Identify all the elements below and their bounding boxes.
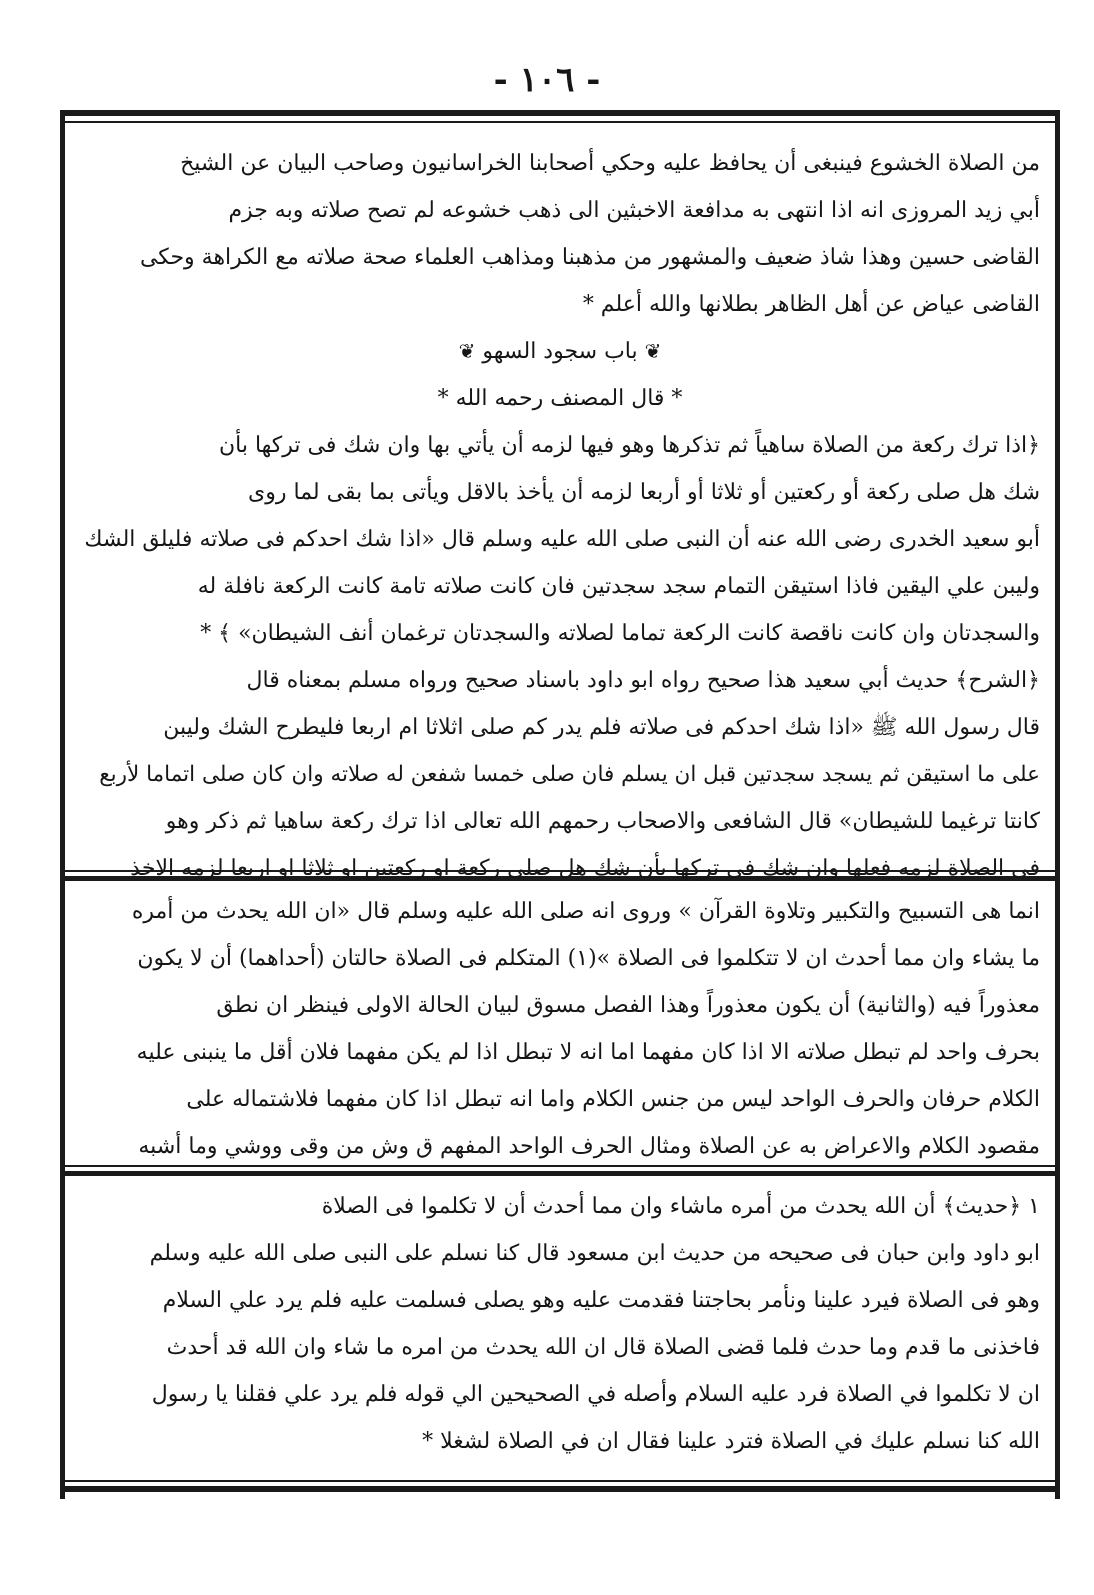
- main-text-block: [80, 140, 1040, 892]
- text-line: الله كنا نسلم عليك في الصلاة فترد علينا فقال ان في الصلاة لشغلا *: [422, 1429, 1040, 1454]
- text-line: انما هى التسبيح والتكبير وتلاوة القرآن » وروى انه صلى الله عليه وسلم قال «ان الله يحدث من أمره: [131, 899, 1040, 924]
- text-line: ما يشاء وان مما أحدث ان لا تتكلموا فى الصلاة »(١) المتكلم فى الصلاة حالتان (أحداهما) أن لا يكون: [137, 946, 1040, 971]
- text-line: وليبن علي اليقين فاذا استيقن التمام سجد سجدتين فان كانت صلاته تامة كانت الركعة نافلة له: [197, 574, 1040, 599]
- footnote-block: [80, 1183, 1040, 1465]
- ornament-icon: ❦: [644, 339, 662, 363]
- author-line: * قال المصنف رحمه الله *: [437, 386, 683, 411]
- text-line: ﴿اذا ترك ركعة من الصلاة ساهياً ثم تذكرها وهو فيها لزمه أن يأتي بها وان شك فى تركها بأن: [218, 433, 1040, 458]
- bottom-rule-thick: [60, 1486, 1060, 1492]
- top-rule: [60, 110, 1060, 116]
- text-line: معذوراً فيه (والثانية) أن يكون معذوراً وهذا الفصل مسوق لبيان الحالة الاولى فينظر ان نطق: [216, 993, 1040, 1018]
- text-line: شك هل صلى ركعة أو ركعتين أو ثلاثا أو أربعا لزمه أن يأخذ بالاقل ويأتى بما بقى لما روى: [248, 480, 1040, 505]
- text-line: أبي زيد المروزى انه اذا انتهى به مدافعة الاخبثين الى ذهب خشوعه لم تصح صلاته وبه جزم: [228, 198, 1040, 223]
- chapter-heading: [80, 328, 1040, 375]
- text-line: ان لا تكلموا في الصلاة فرد عليه السلام وأصله في الصحيحين الي قوله فلم يرد علي فقلنا يا رسول: [151, 1382, 1040, 1407]
- text-line: القاضى عياض عن أهل الظاهر بطلانها والله أعلم *: [582, 292, 1040, 317]
- text-line: مقصود الكلام والاعراض به عن الصلاة ومثال الحرف الواحد المفهم ق وش من وقى ووشي وما أشبه: [138, 1134, 1040, 1159]
- text-line: على ما استيقن ثم يسجد سجدتين قبل ان يسلم فان صلى خمسا شفعن له صلاته وان كان صلى اتماما لأربع: [99, 762, 1040, 787]
- bottom-rule: [60, 1480, 1060, 1482]
- divider-rule: [60, 1171, 1060, 1176]
- page-number: - ١٠٦ -: [493, 60, 601, 100]
- text-line: فاخذنى ما قدم وما حدث فلما قضى الصلاة قال ان الله يحدث من امره ما شاء وان الله قد أحدث: [166, 1335, 1040, 1360]
- text-line: من الصلاة الخشوع فينبغى أن يحافظ عليه وحكي أصحابنا الخراسانيون وصاحب البيان عن الشيخ: [180, 151, 1040, 176]
- text-line: كانتا ترغيما للشيطان» قال الشافعى والاصحاب رحمهم الله تعالى اذا ترك ركعة ساهيا ثم ذكر وهو: [165, 809, 1040, 834]
- text-line: ﴿الشرح﴾ حديث أبي سعيد هذا صحيح رواه ابو داود باسناد صحيح ورواه مسلم بمعناه قال: [246, 668, 1040, 693]
- text-line: فى الصلاة لزمه فعلها وان شك فى تركها بأن شك هل صلى ركعة او ركعتين او ثلاثا او اربعا لزمه الاخذ: [130, 856, 1040, 881]
- top-rule-thin: [60, 121, 1060, 123]
- text-line: بحرف واحد لم تبطل صلاته الا اذا كان مفهما اما انه لا تبطل اذا لم يكن مفهما فلان أقل ما ينبنى عليه: [136, 1040, 1040, 1065]
- text-line: والسجدتان وان كانت ناقصة كانت الركعة تماما لصلاته والسجدتان ترغمان أنف الشيطان» ﴾ *: [200, 621, 1040, 646]
- text-line: وهو فى الصلاة فيرد علينا ونأمر بحاجتنا فقدمت عليه وهو يصلى فسلمت عليه فلم يرد علي السلام: [162, 1288, 1040, 1313]
- text-line: ابو داود وابن حبان فى صحيحه من حديث ابن مسعود قال كنا نسلم على النبى صلى الله عليه وسلم: [149, 1241, 1040, 1266]
- text-line: قال رسول الله ﷺ «اذا شك احدكم فى صلاته فلم يدر كم صلى اثلاثا ام اربعا فليطرح الشك وليبن: [163, 715, 1040, 740]
- text-line: القاضى حسين وهذا شاذ ضعيف والمشهور من مذهبنا ومذاهب العلماء صحة صلاته مع الكراهة وحكى: [139, 245, 1040, 270]
- chapter-heading-text: باب سجود السهو: [482, 339, 638, 364]
- text-line: أبو سعيد الخدرى رضى الله عنه أن النبى صلى الله عليه وسلم قال «اذا شك احدكم فى صلاته فليلق الشك: [84, 527, 1040, 552]
- side-text-block: [80, 888, 1040, 1170]
- text-line: الكلام حرفان والحرف الواحد ليس من جنس الكلام واما انه تبطل اذا كان مفهما فلاشتماله على: [186, 1087, 1040, 1112]
- text-line: ١ ﴿حديث﴾ أن الله يحدث من أمره ماشاء وان مما أحدث أن لا تكلموا فى الصلاة: [321, 1194, 1040, 1219]
- ornament-icon: ❦: [458, 339, 476, 363]
